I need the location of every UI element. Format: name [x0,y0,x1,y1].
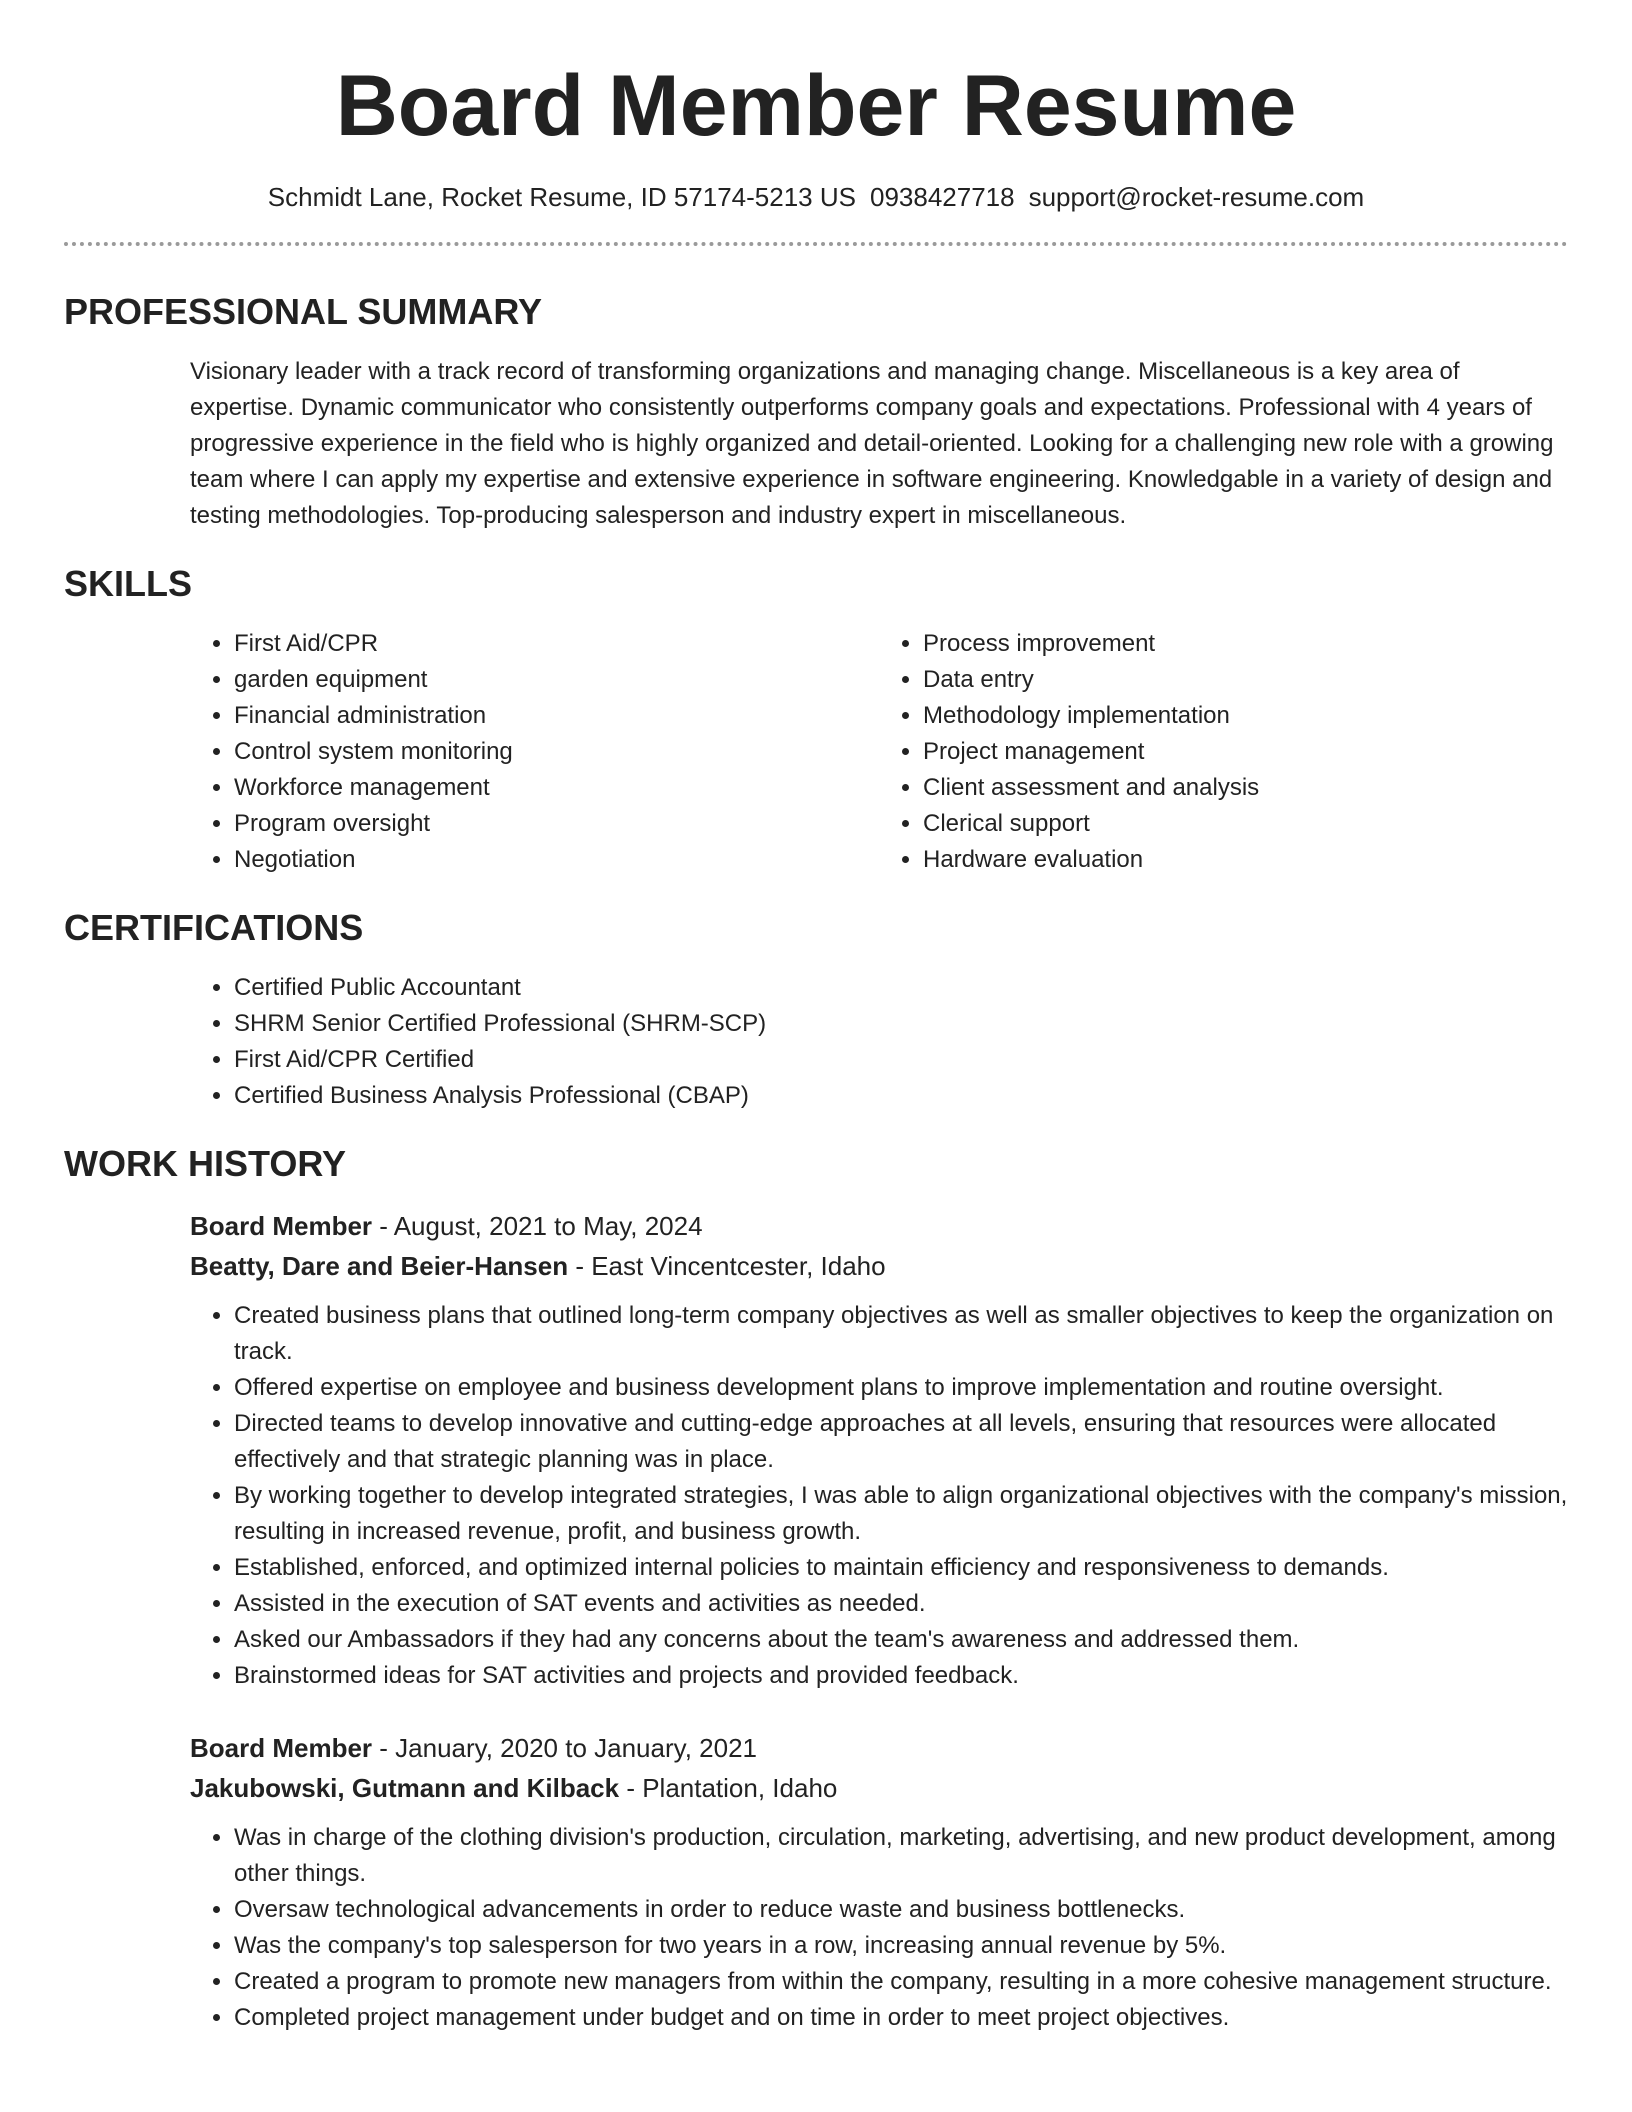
skill-item: • Workforce management [234,770,879,806]
skill-item: • garden equipment [234,662,879,698]
skill-item: • Data entry [923,662,1568,698]
contact-address: Schmidt Lane, Rocket Resume, ID 57174-5213 US [267,182,856,212]
certification-item: • Certified Business Analysis Professional (CBAP) [234,1078,1568,1114]
job-bullet: • Created business plans that outlined long-term company objectives as well as smaller objectives to keep the organization on track. [234,1298,1568,1370]
skills-list-left [190,626,879,878]
job-bullet: • Asked our Ambassadors if they had any concerns about the team's awareness and addressed them. [234,1622,1568,1658]
job-location: - East Vincentcester, Idaho [568,1251,886,1281]
job-bullet: • Assisted in the execution of SAT events and activities as needed. [234,1586,1568,1622]
contact-line [64,180,1568,214]
certifications-section [64,906,1568,1114]
job-company: Beatty, Dare and Beier-Hansen [190,1251,569,1281]
job-dates: - January, 2020 to January, 2021 [372,1733,757,1763]
certification-item: • First Aid/CPR Certified [234,1042,1568,1078]
job-bullet: • Oversaw technological advancements in order to reduce waste and business bottlenecks. [234,1892,1568,1928]
job-title-line [190,1728,1568,1768]
skills-list-right [879,626,1568,878]
certifications-list [190,970,1568,1114]
certification-item: • Certified Public Accountant [234,970,1568,1006]
job-role: Board Member [190,1211,373,1241]
contact-email: support@rocket-resume.com [1028,182,1365,212]
skill-item: • Negotiation [234,842,879,878]
summary-text: Visionary leader with a track record of transforming organizations and managing change. Miscellaneous is a key area of expertise. Dynamic communicator who consistently outperforms company goals and expectations. Professional with 4 years of progressive experience in the field who is highly organized and detail-oriented. Looking for a challenging new role with a growing team where I can apply my expertise and extensive experience in software engineering. Knowledgable in a variety of design and testing methodologies. Top-producing salesperson and industry expert in miscellaneous. [190,358,1554,529]
job-company-line [190,1246,1568,1286]
summary-section [64,290,1568,534]
job-entry [190,1206,1568,1694]
job-bullet: • By working together to develop integrated strategies, I was able to align organizational objectives with the company's mission, resulting in increased revenue, profit, and business growth. [234,1478,1568,1550]
certifications-heading: CERTIFICATIONS [64,907,364,948]
skill-item: • Methodology implementation [923,698,1568,734]
skill-item: • Hardware evaluation [923,842,1568,878]
job-company-line [190,1768,1568,1808]
resume-title: Board Member Resume [335,58,1297,154]
job-title-line [190,1206,1568,1246]
skill-item: • First Aid/CPR [234,626,879,662]
job-bullet: • Completed project management under budget and on time in order to meet project objectives. [234,2000,1568,2036]
skill-item: • Control system monitoring [234,734,879,770]
job-entry [190,1728,1568,2036]
work-history-section [64,1142,1568,2036]
job-company: Jakubowski, Gutmann and Kilback [190,1773,620,1803]
job-bullets [190,1820,1568,2036]
skill-item: • Project management [923,734,1568,770]
summary-heading: PROFESSIONAL SUMMARY [64,291,543,332]
skill-item: • Program oversight [234,806,879,842]
job-bullets [190,1298,1568,1694]
skill-item: • Clerical support [923,806,1568,842]
contact-phone: 0938427718 [869,182,1015,212]
job-role: Board Member [190,1733,373,1763]
skills-section [64,562,1568,878]
header-divider [64,242,1568,246]
resume-header [64,0,1568,246]
job-dates: - August, 2021 to May, 2024 [372,1211,703,1241]
skill-item: • Process improvement [923,626,1568,662]
job-bullet: • Brainstormed ideas for SAT activities and projects and provided feedback. [234,1658,1568,1694]
job-bullet: • Directed teams to develop innovative and cutting-edge approaches at all levels, ensuring that resources were allocated effectively and that strategic planning was in place. [234,1406,1568,1478]
skill-item: • Client assessment and analysis [923,770,1568,806]
certification-item: • SHRM Senior Certified Professional (SHRM-SCP) [234,1006,1568,1042]
job-location: - Plantation, Idaho [619,1773,838,1803]
work-history-heading: WORK HISTORY [64,1143,347,1184]
job-bullet: • Was in charge of the clothing division's production, circulation, marketing, advertising, and new product development, among other things. [234,1820,1568,1892]
job-bullet: • Offered expertise on employee and business development plans to improve implementation and routine oversight. [234,1370,1568,1406]
skills-heading: SKILLS [64,563,193,604]
skill-item: • Financial administration [234,698,879,734]
job-bullet: • Was the company's top salesperson for two years in a row, increasing annual revenue by 5%. [234,1928,1568,1964]
job-bullet: • Created a program to promote new managers from within the company, resulting in a more cohesive management structure. [234,1964,1568,2000]
job-bullet: • Established, enforced, and optimized internal policies to maintain efficiency and responsiveness to demands. [234,1550,1568,1586]
